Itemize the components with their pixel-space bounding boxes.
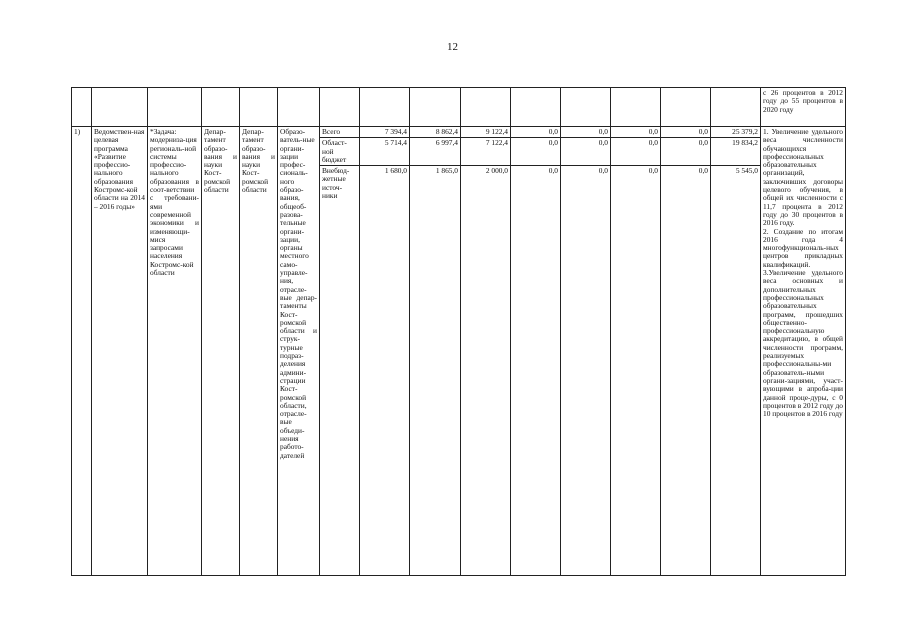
- funding-total: 25 379,2: [711, 127, 761, 138]
- funding-value: 0,0: [661, 127, 711, 138]
- funding-value: 0,0: [661, 138, 711, 166]
- funding-source: Област-ной бюджет: [320, 138, 360, 166]
- funding-value: 7 122,4: [461, 138, 511, 166]
- funding-value: 0,0: [511, 166, 561, 576]
- program-name: Ведомствен-ная целевая программа «Развитие профессио-нального образования Костромс-кой области на 2014 – 2016 годы»: [92, 127, 148, 576]
- result-item: 1. Увеличение удельного веса численности обучающихся профессиональных образовательных организаций, заключивших договоры целевого обучения, в общей их численности с 11,7 процента в 2012 году до 30 процентов в 2016 году.: [763, 127, 843, 228]
- funding-value: 0,0: [561, 138, 611, 166]
- funding-value: 9 122,4: [461, 127, 511, 138]
- result-item: 3.Увеличение удельного веса основных и дополнительных профессиональных образовательных программ, прошедших общественно-профессиональную аккредитацию, в общей численности программ, реализуемых профессиональны-ми образователь-ными органи-зациями, участ-вующими в апроба-ции данной проце-дуры, с 0 процентов в 2012 году до 10 процентов в 2016 году: [763, 268, 843, 419]
- coordinating-department: Депар-тамент образо-вания и науки Кост-ромской области: [240, 127, 278, 576]
- funding-value: 8 862,4: [410, 127, 461, 138]
- result-item: 2. Создание по итогам 2016 года 4 многофункциональ-ных центров прикладных квалификаций.: [763, 226, 843, 269]
- funding-value: 0,0: [511, 127, 561, 138]
- program-row: [72, 127, 846, 138]
- funding-value: 0,0: [561, 166, 611, 576]
- funding-source: Внебюд-жетные источ-ники: [320, 166, 360, 576]
- funding-total: 19 834,2: [711, 138, 761, 166]
- funding-value: 5 714,4: [360, 138, 410, 166]
- funding-value: 0,0: [611, 138, 661, 166]
- expected-results: [761, 127, 846, 576]
- funding-value: 0,0: [611, 127, 661, 138]
- program-task: *Задача: модерниза-ция региональ-ной системы профессио-нального образования в соот-ветствии с требовани-ями современной экономики и изменяющи-мися запросами населения Костромс-кой области: [148, 127, 202, 576]
- funding-value: 7 394,4: [360, 127, 410, 138]
- responsible-department: Депар-тамент образо-вания и науки Кост-ромской области: [202, 127, 240, 576]
- row-number: 1): [72, 127, 92, 576]
- funding-value: 0,0: [511, 138, 561, 166]
- funding-value: 0,0: [661, 166, 711, 576]
- funding-value: 0,0: [561, 127, 611, 138]
- funding-value: 2 000,0: [461, 166, 511, 576]
- continuation-row: [72, 88, 846, 127]
- participants: Образо-ватель-ные органи-зации профес-сиональ-ного образо-вания, общеоб-разова-тельные органи-зации, органы местного само-управле-ния, отрасле-вые депар-таменты Кост-ромской области и струк-турные подраз-деления админи-страции Кост-ромской области, отрасле-вые объеди-нения работо-дателей: [278, 127, 320, 576]
- page-number: 12: [447, 41, 458, 53]
- funding-value: 6 997,4: [410, 138, 461, 166]
- funding-source: Всего: [320, 127, 360, 138]
- funding-value: 0,0: [611, 166, 661, 576]
- program-table: [71, 87, 846, 576]
- funding-value: 1 680,0: [360, 166, 410, 576]
- funding-value: 1 865,0: [410, 166, 461, 576]
- continued-result-cell: с 26 процентов в 2012 году до 55 процентов в 2020 году: [761, 88, 846, 127]
- funding-total: 5 545,0: [711, 166, 761, 576]
